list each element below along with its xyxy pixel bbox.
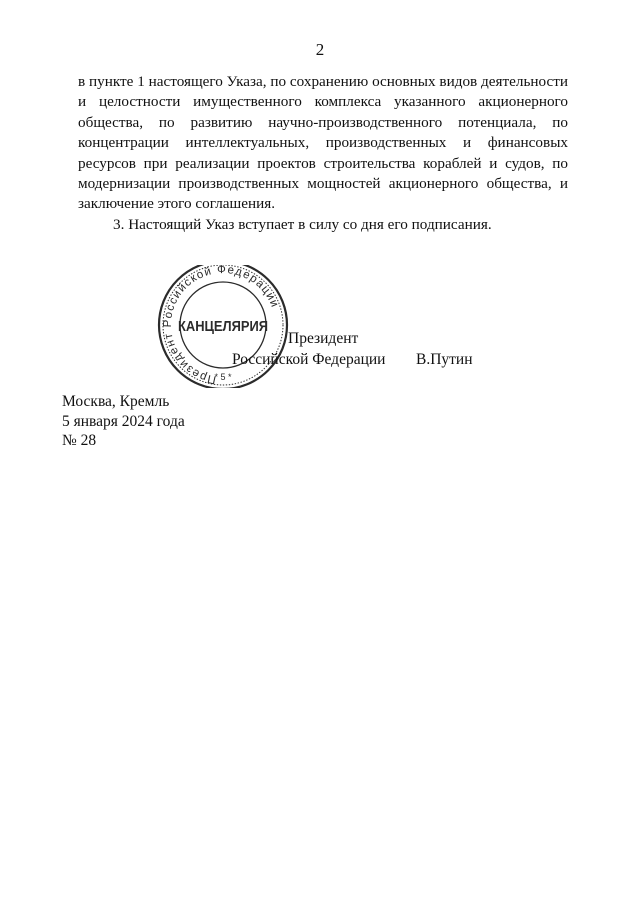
stamp-bottom-mark: * 5 *	[214, 372, 232, 382]
official-stamp-icon	[153, 265, 293, 388]
signatory-title-line-2: Российской Федерации	[232, 351, 386, 368]
signatory-title-line-1: Президент	[288, 330, 359, 347]
signatory-name: В.Путин	[416, 351, 473, 368]
paragraph-continuation: в пункте 1 настоящего Указа, по сохранению основных видов деятельности и целостности имущественного комплекса указанного акционерного общества, по развитию научно-производственного потенциала, по концентрации интеллектуальных, производственных и финансовых ресурсов при реализации проектов строительства кораблей и судов, по модернизации производственных мощностей акционерного общества, и заключение этого соглашения.	[78, 73, 568, 213]
decree-footer	[62, 392, 185, 451]
decree-number: № 28	[62, 432, 97, 449]
stamp-ring-text: Президент Российской Федерации	[161, 265, 281, 386]
signing-place: Москва, Кремль	[62, 393, 170, 410]
signing-date: 5 января 2024 года	[62, 412, 185, 430]
page-number: 2	[315, 40, 325, 59]
stamp-center-text: КАНЦЕЛЯРИЯ	[178, 319, 268, 335]
paragraph-effective-date: 3. Настоящий Указ вступает в силу со дня его подписания.	[113, 215, 492, 233]
